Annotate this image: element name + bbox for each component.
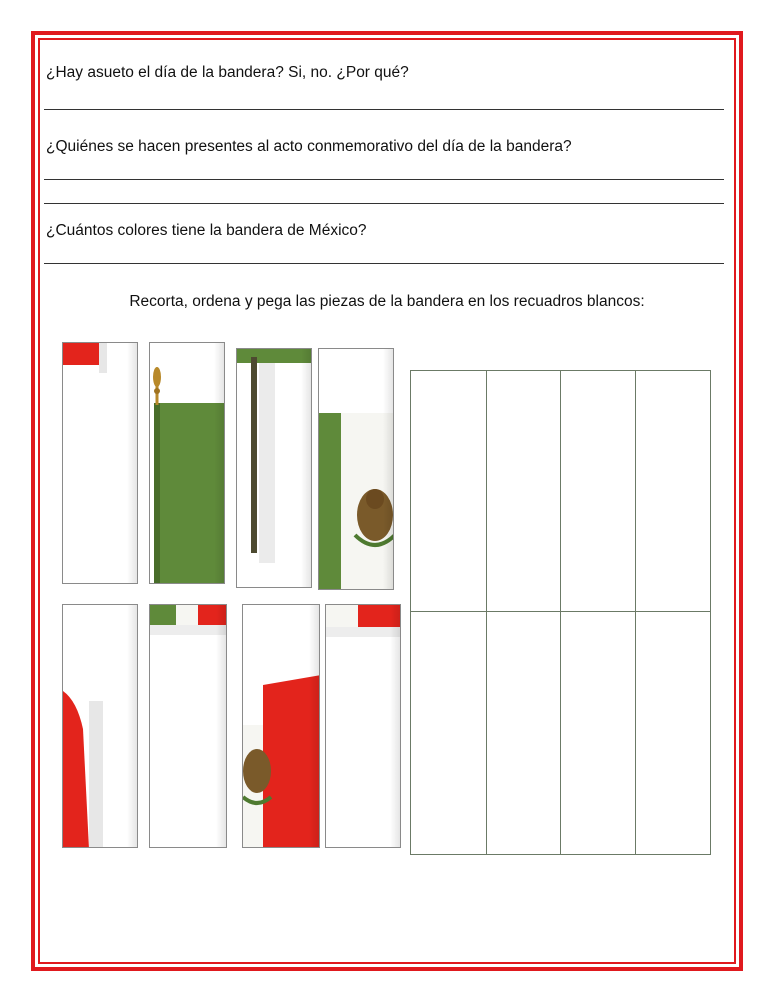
answer-line-2a[interactable]: [44, 179, 724, 180]
question-2: ¿Quiénes se hacen presentes al acto conmemorativo del día de la bandera?: [46, 138, 572, 155]
paste-cell[interactable]: [487, 371, 561, 612]
flag-piece-7-image: [243, 605, 320, 848]
flag-piece-6[interactable]: [149, 604, 227, 848]
flag-piece-2-image: [150, 343, 225, 584]
paste-cell[interactable]: [561, 371, 636, 612]
flag-piece-7[interactable]: [242, 604, 320, 848]
question-3: ¿Cuántos colores tiene la bandera de México?: [46, 222, 367, 239]
question-1: ¿Hay asueto el día de la bandera? Si, no. ¿Por qué?: [46, 64, 409, 81]
answer-line-1[interactable]: [44, 109, 724, 110]
flag-piece-4[interactable]: [318, 348, 394, 590]
flag-piece-1[interactable]: [62, 342, 138, 584]
flag-piece-4-image: [319, 349, 394, 590]
paste-cell[interactable]: [636, 612, 710, 854]
paste-cell[interactable]: [411, 371, 487, 612]
flag-piece-3[interactable]: [236, 348, 312, 588]
paste-cell[interactable]: [411, 612, 487, 854]
paste-grid: [410, 370, 711, 855]
flag-piece-8[interactable]: [325, 604, 401, 848]
answer-line-2b[interactable]: [44, 203, 724, 204]
flag-piece-2[interactable]: [149, 342, 225, 584]
paste-cell[interactable]: [636, 371, 710, 612]
cut-instruction: Recorta, ordena y pega las piezas de la bandera en los recuadros blancos:: [129, 293, 645, 310]
flag-piece-5-image: [63, 605, 138, 848]
paste-cell[interactable]: [487, 612, 561, 854]
flag-piece-3-image: [237, 349, 312, 588]
paste-cell[interactable]: [561, 612, 636, 854]
answer-line-3[interactable]: [44, 263, 724, 264]
flag-piece-1-image: [63, 343, 138, 584]
flag-piece-5[interactable]: [62, 604, 138, 848]
flag-piece-8-image: [326, 605, 401, 848]
flag-piece-6-image: [150, 605, 227, 848]
